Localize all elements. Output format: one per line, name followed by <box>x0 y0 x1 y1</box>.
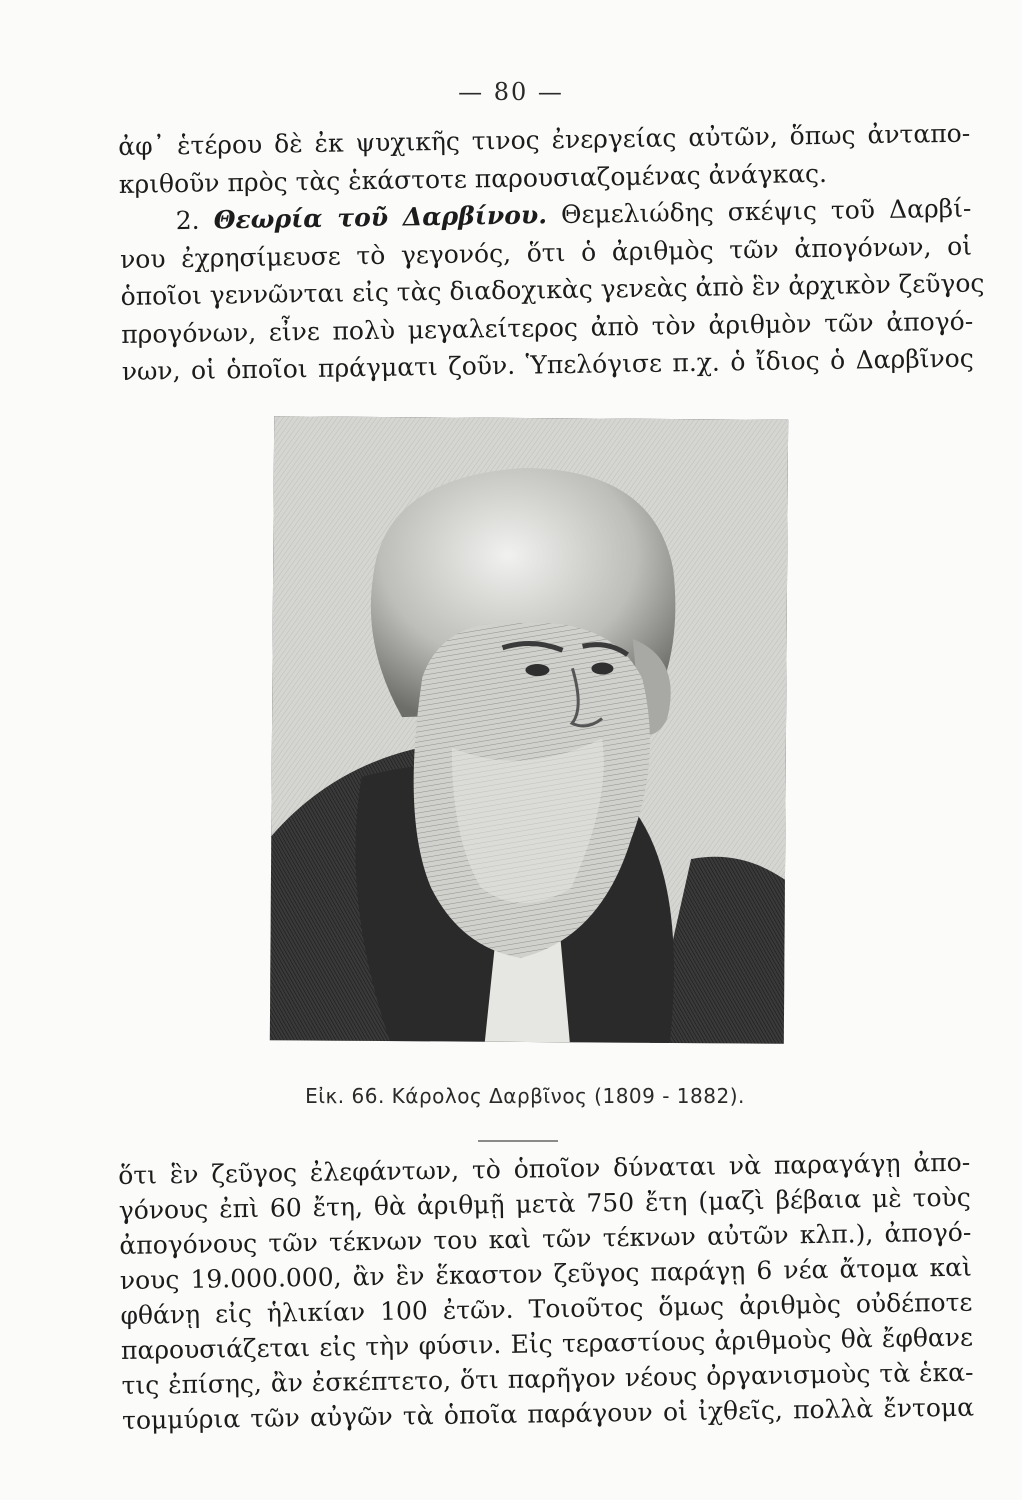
text-line: προγόνων, εἶνε πολὺ μεγαλείτερος ἀπὸ τὸν ἀριθμὸν τῶν ἀπογό- <box>121 306 974 349</box>
text-line: νου ἐχρησίμευσε τὸ γεγονός, ὅτι ὁ ἀριθμὸς τῶν ἀπογόνων, οἱ <box>119 231 973 274</box>
darwin-portrait <box>270 416 788 1044</box>
text-line: γόνους ἐπὶ 60 ἔτη, θὰ ἀριθμῇ μετὰ 750 ἔτη (μαζὶ βέβαια μὲ τοὺς <box>118 1182 971 1225</box>
text-line: ἀπογόνους τῶν τέκνων του καὶ τῶν τέκνων αὐτῶν κλπ.), ἀπογό- <box>119 1217 972 1260</box>
text-line: παρουσιάζεται εἰς τὴν φύσιν. Εἰς τεραστίους ἀριθμοὺς θὰ ἔφθανε <box>120 1322 974 1365</box>
text-line: νων, οἱ ὁποῖοι πράγματι ζοῦν. Ὑπελόγισε π.χ. ὁ ἴδιος ὁ Δαρβῖνος <box>121 343 974 386</box>
text-line: τομμύρια τῶν αὐγῶν τὰ ὁποῖα παράγουν οἱ ἰχθεῖς, πολλὰ ἔντομα <box>121 1392 975 1435</box>
portrait-engraving <box>270 416 788 1044</box>
text-line: νους 19.000.000, ἂν ἓν ἕκαστον ζεῦγος παράγῃ 6 νέα ἄτομα καὶ <box>119 1252 973 1295</box>
caption-divider <box>478 1140 558 1142</box>
text-line: ὅτι ἓν ζεῦγος ἐλεφάντων, τὸ ὁποῖον δύναται νὰ παραγάγῃ ἀπο- <box>118 1147 971 1190</box>
page-number: — 80 — <box>458 78 564 106</box>
figure-caption: Εἰκ. 66. Κάρολος Δαρβῖνος (1809 - 1882). <box>305 1084 745 1108</box>
text-line: φθάνῃ εἰς ἡλικίαν 100 ἐτῶν. Τοιοῦτος ὅμως ἀριθμὸς οὐδέποτε <box>120 1287 973 1330</box>
section-heading: Θεωρία τοῦ Δαρβίνου. <box>213 200 548 235</box>
section-number: 2. <box>175 205 200 236</box>
text-line: τις ἐπίσης, ἂν ἐσκέπτετο, ὅτι παρῆγον νέους ὀργανισμοὺς τὰ ἑκα- <box>121 1357 974 1400</box>
section-line-text: Θεμελιώδης σκέψις τοῦ Δαρβί- <box>560 193 972 230</box>
bottom-paragraph <box>118 1145 974 1438</box>
text-line: κριθοῦν πρὸς τὰς ἑκάστοτε παρουσιαζομένας ἀνάγκας. <box>118 158 828 199</box>
top-paragraph <box>118 115 985 391</box>
text-line: ἀφ᾽ ἑτέρου δὲ ἐκ ψυχικῆς τινος ἐνεργείας αὐτῶν, ὅπως ἀνταπο- <box>118 118 971 161</box>
text-line: ὁποῖοι γεννῶνται εἰς τὰς διαδοχικὰς γενεὰς ἀπὸ ἓν ἀρχικὸν ζεῦγος <box>120 268 985 311</box>
